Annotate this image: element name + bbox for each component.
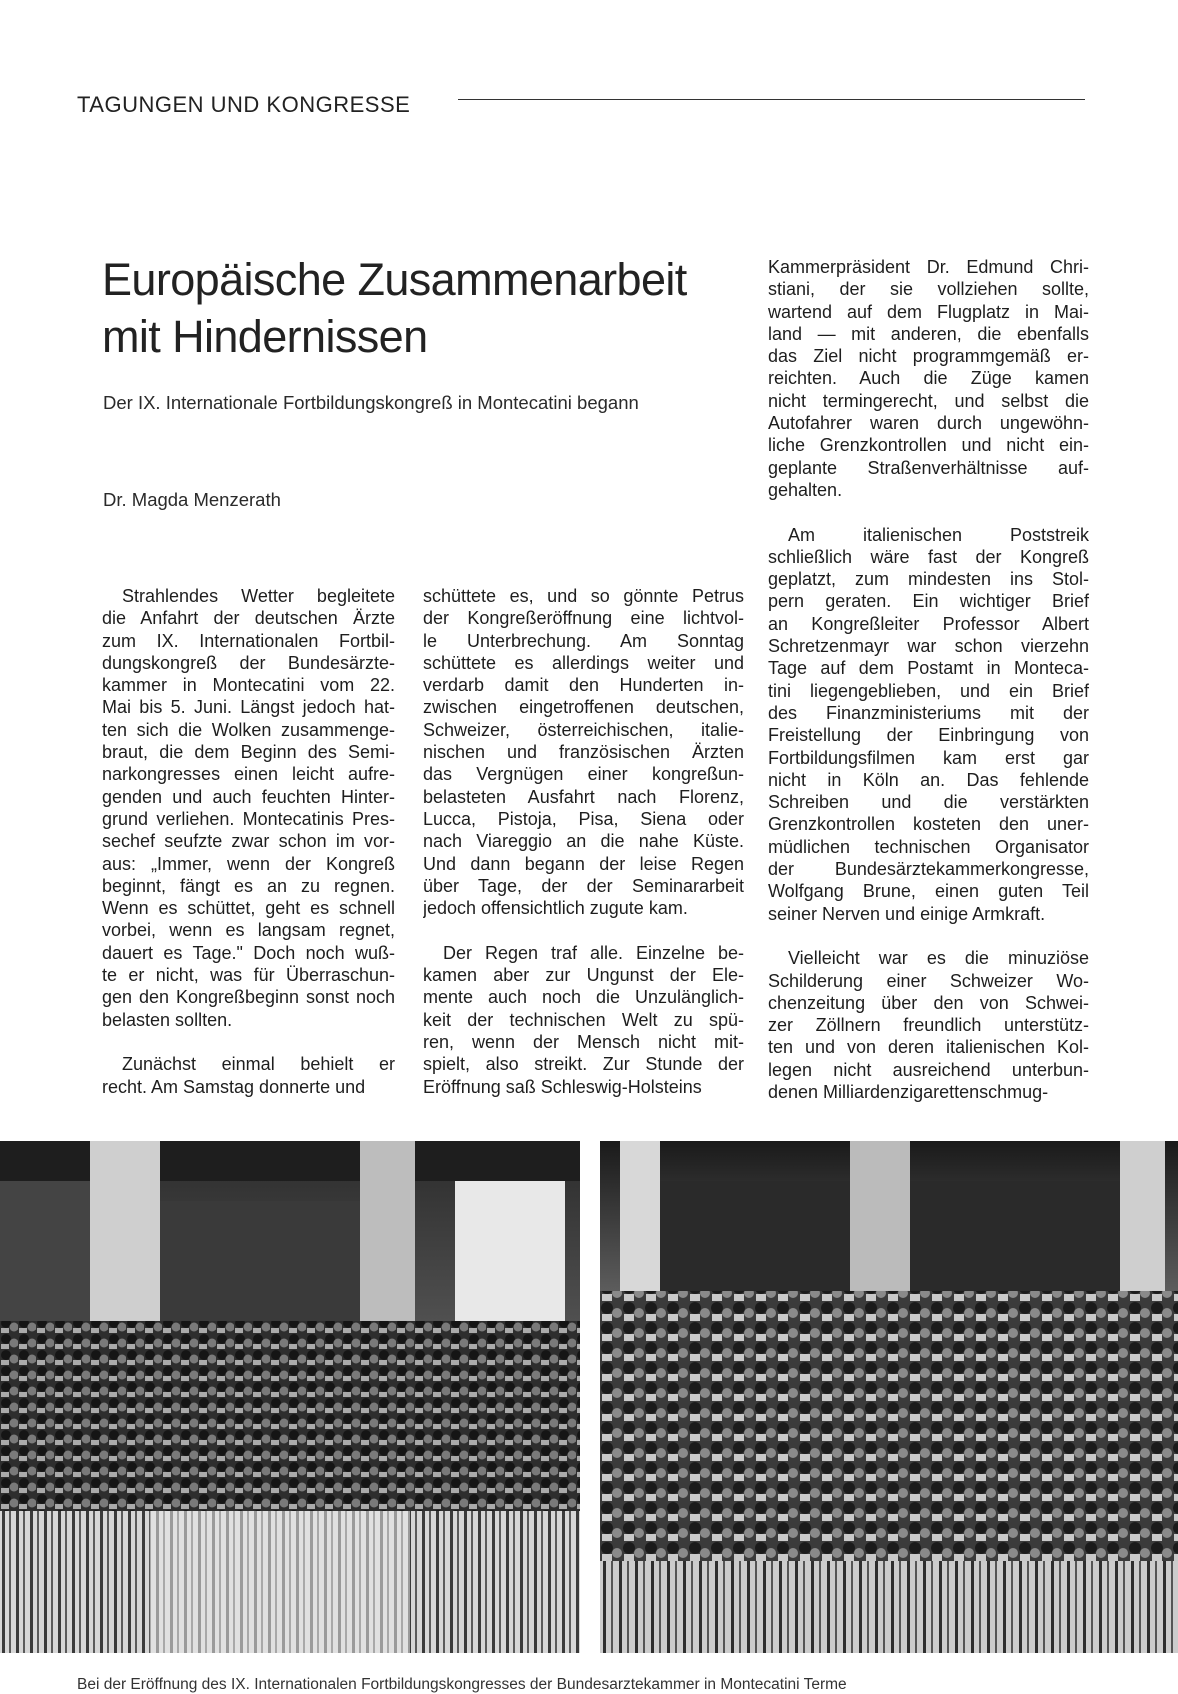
text-line: gen den Kongreßbeginn sonst noch: [102, 987, 395, 1008]
photo-caption: Bei der Eröffnung des IX. Internationalen Fortbildungskongresses der Bundesarztekammer in Montecatini Terme: [77, 1676, 847, 1693]
text-line: das Ziel nicht programmgemäß er-: [768, 346, 1089, 367]
text-line: gehalten.: [768, 479, 843, 500]
text-line: Mai bis 5. Juni. Längst jedoch hat-: [102, 697, 395, 718]
text-line: Schweizer, österreichischen, italie-: [423, 719, 744, 740]
text-line: stiani, der sie vollziehen sollte,: [768, 279, 1089, 300]
text-line: Tage auf dem Postamt in Monteca-: [768, 658, 1089, 679]
text-line: über Tage, der der Seminararbeit: [423, 875, 744, 896]
text-line: Schretzenmayr war schon vierzehn: [768, 636, 1089, 657]
text-line: schüttete es allerdings weiter und: [423, 652, 744, 673]
photo-congress-hall-right: [600, 1141, 1178, 1653]
text-line: des Finanzministeriums mit der: [768, 702, 1089, 723]
text-line: Autofahrer waren durch ungewöhn-: [768, 413, 1089, 434]
text-line: Freistellung der Einbringung von: [768, 725, 1089, 746]
text-line: Fortbildungsfilmen kam erst gar: [768, 747, 1089, 768]
text-line: narkongresses einen leicht aufre-: [102, 764, 395, 785]
paragraph: [768, 947, 1089, 1103]
text-line: Kammerpräsident Dr. Edmund Chri-: [768, 257, 1089, 277]
text-line: spielt, also streikt. Zur Stunde der: [423, 1054, 744, 1075]
text-line: land — mit anderen, die ebenfalls: [768, 323, 1089, 344]
section-rule: [458, 99, 1085, 100]
text-line: Strahlendes Wetter begleitete: [122, 586, 395, 606]
text-line: genden und auch feuchten Hinter-: [102, 786, 395, 807]
body-column-3: [768, 256, 1089, 1103]
text-line: ten und von deren italienischen Kol-: [768, 1037, 1089, 1058]
text-line: Wenn es schüttet, geht es schnell: [102, 898, 395, 919]
text-line: keit der technischen Welt zu spü-: [423, 1009, 744, 1030]
paragraph: [423, 585, 744, 919]
text-line: sechef seufzte zwar schon im vor-: [102, 831, 395, 852]
text-line: Lucca, Pistoja, Pisa, Siena oder: [423, 808, 744, 829]
paragraph: [102, 1053, 395, 1098]
text-line: pern geraten. Ein wichtiger Brief: [768, 591, 1089, 612]
text-line: le Unterbrechung. Am Sonntag: [423, 630, 744, 651]
text-line: wartend auf dem Flugplatz in Mai-: [768, 301, 1089, 322]
text-line: geplante Straßenverhältnisse auf-: [768, 457, 1089, 478]
text-line: mente auch noch die Unzulänglich-: [423, 987, 744, 1008]
text-line: recht. Am Samstag donnerte und: [102, 1076, 366, 1097]
text-line: braut, die dem Beginn des Semi-: [102, 742, 395, 763]
text-line: kamen aber zur Ungunst der Ele-: [423, 965, 744, 986]
text-line: belasten sollten.: [102, 1009, 233, 1030]
text-line: tini liegengeblieben, und ein Brief: [768, 680, 1089, 701]
text-line: dungskongreß der Bundesärzte-: [102, 652, 395, 673]
text-line: liche Grenzkontrollen und nicht ein-: [768, 435, 1089, 456]
text-line: Zunächst einmal behielt er: [122, 1054, 395, 1075]
text-line: an Kongreßleiter Professor Albert: [768, 613, 1089, 634]
text-line: denen Milliardenzigarettenschmug-: [768, 1081, 1049, 1102]
body-column-2: [423, 585, 744, 1098]
text-line: ten sich die Wolken zusammenge-: [102, 719, 395, 740]
text-line: grund verliehen. Montecatinis Pres-: [102, 808, 395, 829]
section-label: TAGUNGEN UND KONGRESSE: [77, 92, 411, 117]
text-line: nicht in Köln an. Das fehlende: [768, 769, 1089, 790]
text-line: die Anfahrt der deutschen Ärzte: [102, 608, 395, 629]
paragraph: [423, 942, 744, 1098]
text-line: Schreiben und die verstärkten: [768, 792, 1089, 813]
text-line: Der Regen traf alle. Einzelne be-: [443, 942, 744, 963]
text-line: ren, wenn der Mensch nicht mit-: [423, 1031, 744, 1052]
photo-left-image: [0, 1141, 580, 1653]
paragraph: [768, 256, 1089, 501]
paragraph: [768, 524, 1089, 925]
text-line: nischen und französischen Ärzten: [423, 742, 744, 763]
text-line: zum IX. Internationalen Fortbil-: [102, 630, 395, 651]
text-line: verdarb damit den Hunderten in-: [423, 675, 744, 696]
text-line: legen nicht ausreichend unterbun-: [768, 1059, 1089, 1080]
text-line: Wolfgang Brune, einen guten Teil: [768, 881, 1089, 902]
text-line: te er nicht, was für Überraschun-: [102, 965, 395, 986]
article-author: Dr. Magda Menzerath: [103, 489, 281, 510]
title-line: mit Hindernissen: [102, 311, 428, 362]
text-line: beginnt, fängt es an zu regnen.: [102, 875, 395, 896]
text-line: zer Zöllnern freundlich unterstütz-: [768, 1015, 1089, 1036]
article-title: [102, 251, 742, 365]
text-line: Am italienischen Poststreik: [788, 524, 1089, 545]
text-line: zwischen eingetroffenen deutschen,: [423, 697, 744, 718]
photo-right-image: [600, 1141, 1178, 1653]
text-line: schüttete es, und so gönnte Petrus: [423, 586, 744, 606]
text-line: jedoch offensichtlich zugute kam.: [423, 898, 688, 919]
text-line: nach Viareggio an die nahe Küste.: [423, 831, 744, 852]
text-line: Grenzkontrollen kosteten den uner-: [768, 814, 1089, 835]
text-line: seiner Nerven und einige Armkraft.: [768, 903, 1046, 924]
text-line: aus: „Immer, wenn der Kongreß: [102, 853, 395, 874]
article-subtitle: Der IX. Internationale Fortbildungskongreß in Montecatini begann: [103, 392, 639, 413]
text-line: das Vergnügen einer kongreßun-: [423, 764, 744, 785]
text-line: Schilderung einer Schweizer Wo-: [768, 970, 1089, 991]
text-line: Und dann begann der leise Regen: [423, 853, 744, 874]
title-line: Europäische Zusammenarbeit: [102, 254, 687, 305]
text-line: müdlichen technischen Organisator: [768, 836, 1089, 857]
text-line: belasteten Ausfahrt nach Florenz,: [423, 786, 744, 807]
photo-congress-hall-left: [0, 1141, 580, 1653]
text-line: schließlich wäre fast der Kongreß: [768, 546, 1089, 567]
text-line: Vielleicht war es die minuziöse: [788, 948, 1089, 969]
text-line: der Bundesärztekammerkongresse,: [768, 859, 1089, 880]
paragraph: [102, 585, 395, 1031]
text-line: vorbei, wenn es langsam regnet,: [102, 920, 395, 941]
text-line: der Kongreßeröffnung eine lichtvol-: [423, 608, 744, 629]
text-line: dauert es Tage." Doch noch wuß-: [102, 942, 395, 963]
text-line: reichten. Auch die Züge kamen: [768, 368, 1089, 389]
text-line: chenzeitung über den von Schwei-: [768, 992, 1089, 1013]
text-line: kammer in Montecatini vom 22.: [102, 675, 395, 696]
text-line: Eröffnung saß Schleswig-Holsteins: [423, 1076, 702, 1097]
text-line: nicht termingerecht, und selbst die: [768, 390, 1089, 411]
body-column-1: [102, 585, 395, 1098]
text-line: geplatzt, zum mindesten ins Stol-: [768, 569, 1089, 590]
